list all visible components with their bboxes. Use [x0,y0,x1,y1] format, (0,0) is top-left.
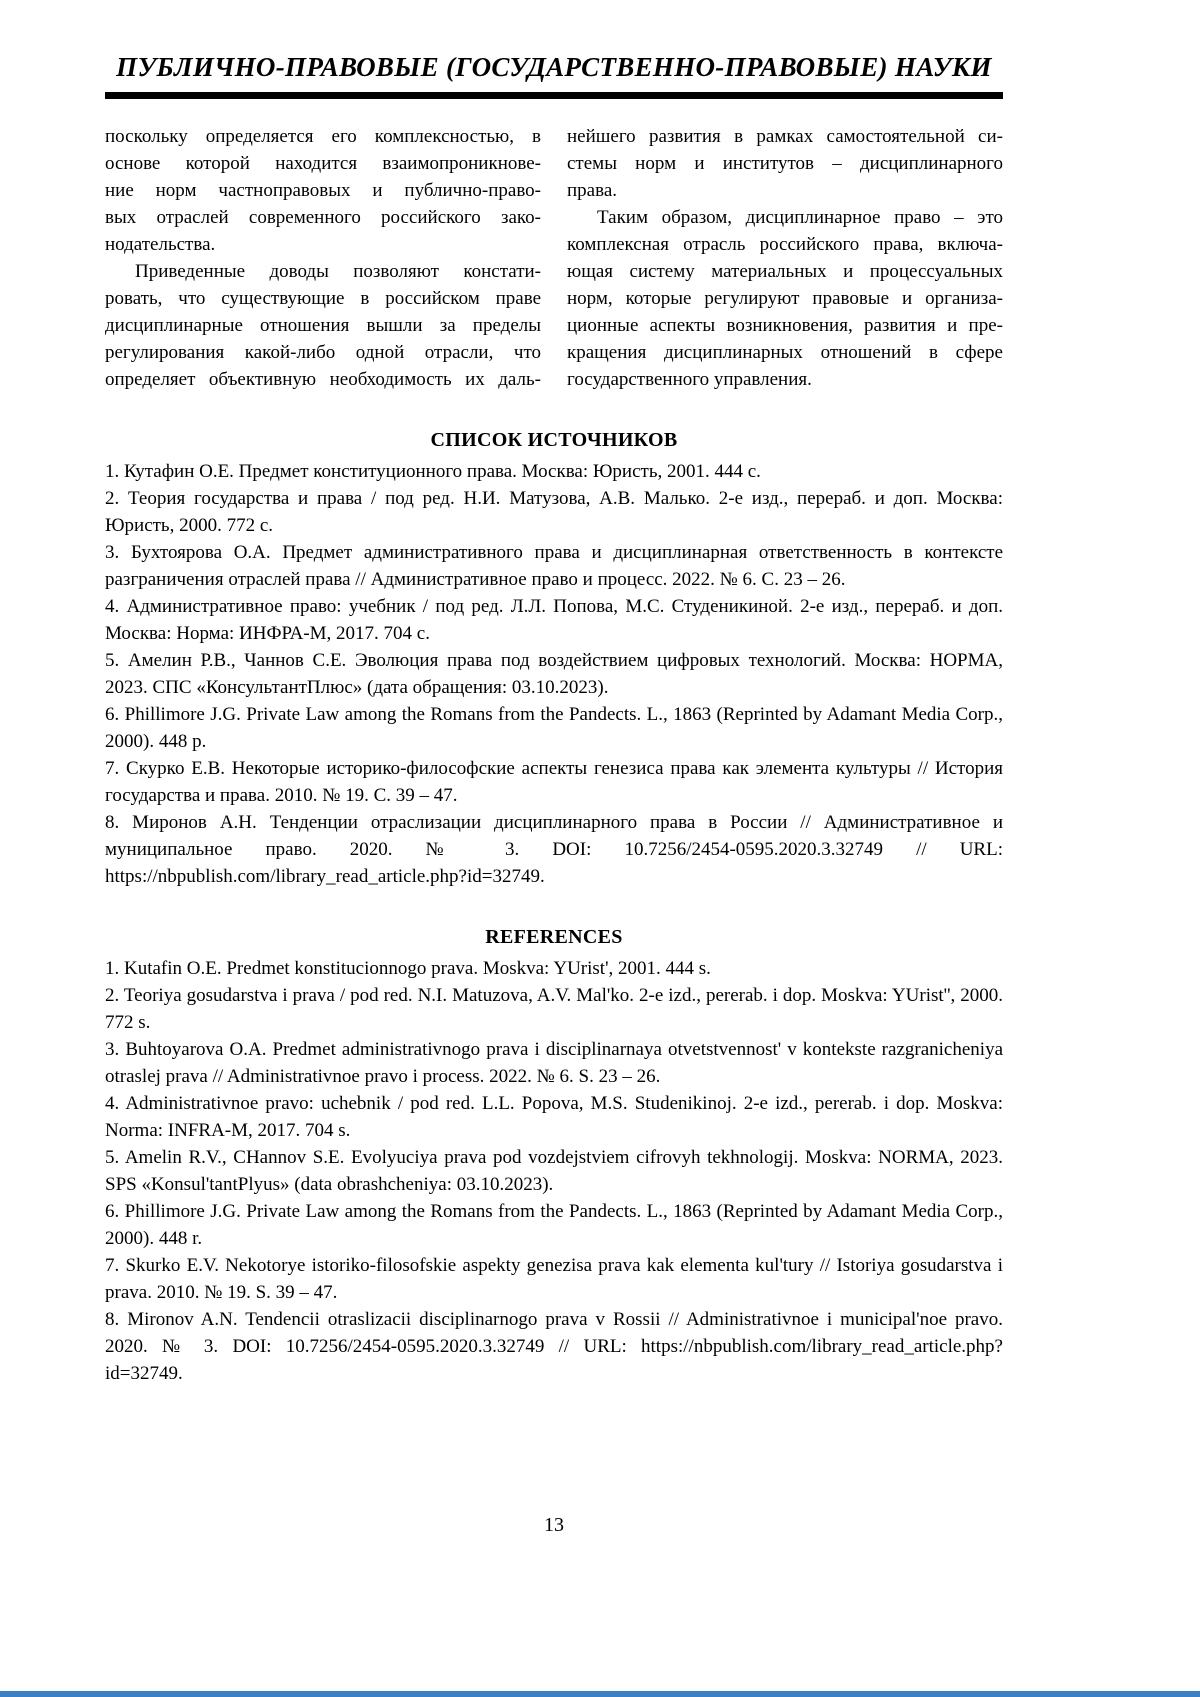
text-line: кращения дисциплинарных отношений в сфере [567,342,1003,363]
text-line: регулирования какой-либо одной отрасли, что [105,342,541,363]
source-item: 1. Кутафин О.Е. Предмет конституционного права. Москва: Юристь, 2001. 444 с. [105,461,761,482]
text-line: права. [567,180,618,201]
source-item: 8. Миронов А.Н. Тенденции отраслизации дисциплинарного права в России // Административное и муниципальное право. 2020. № 3. DOI: 10.7256/2454-0595.2020.3.32749 // URL: https://nbpublish.com/library_read_article.php?id=32749. [105,812,1003,887]
text-line: вых отраслей современного российского зако- [105,207,541,228]
source-item: 4. Административное право: учебник / под ред. Л.Л. Попова, М.С. Студеникиной. 2-е изд., перераб. и доп. Москва: Норма: ИНФРА-М, 2017. 704 с. [105,596,1003,644]
text-line: комплексная отрасль российского права, включа- [567,234,1003,255]
text-line: дисциплинарные отношения вышли за пределы [105,315,541,336]
page-header-title: ПУБЛИЧНО-ПРАВОВЫЕ (ГОСУДАРСТВЕННО-ПРАВОВЫЕ) НАУКИ [116,52,992,82]
text-line: стемы норм и институтов – дисциплинарного [567,153,1003,174]
text-line: нейшего развития в рамках самостоятельной си- [567,126,1003,147]
references-heading: REFERENCES [485,926,623,948]
reference-item: 4. Administrativnoe pravo: uchebnik / pod red. L.L. Popova, M.S. Studenikinoj. 2-e izd., pererab. i dop. Moskva: Norma: INFRA-M, 2017. 704 s. [105,1093,1003,1141]
source-item: 5. Амелин Р.В., Чаннов С.Е. Эволюция права под воздействием цифровых технологий. Москва: НОРМА, 2023. СПС «КонсультантПлюс» (дата обращения: 03.10.2023). [105,650,1003,698]
page-number: 13 [544,1514,564,1536]
text-line: ционные аспекты возникновения, развития и пре- [567,315,1003,336]
right-column [567,123,1003,393]
sources-heading: СПИСОК ИСТОЧНИКОВ [430,429,678,451]
left-column [105,123,541,393]
text-line: Приведенные доводы позволяют констати- [135,261,541,282]
text-line: Таким образом, дисциплинарное право – это [597,207,1003,228]
reference-item: 2. Teoriya gosudarstva i prava / pod red. N.I. Matuzova, A.V. Mal'ko. 2-e izd., pererab. i dop. Moskva: YUrist'', 2000. 772 s. [105,985,1003,1033]
reference-item: 6. Phillimore J.G. Private Law among the Romans from the Pandects. L., 1863 (Reprinted by Adamant Media Corp., 2000). 448 r. [105,1201,1003,1249]
page-header [105,52,1003,99]
body-columns [105,123,1003,393]
source-item: 2. Теория государства и права / под ред. Н.И. Матузова, А.В. Малько. 2-е изд., перераб. и доп. Москва: Юристь, 2000. 772 с. [105,488,1003,536]
source-item: 7. Скурко Е.В. Некоторые историко-философские аспекты генезиса права как элемента культуры // История государства и права. 2010. № 19. С. 39 – 47. [105,758,1003,806]
text-line: ние норм частноправовых и публично-право- [105,180,541,201]
bottom-edge-strip [0,1691,1200,1697]
reference-item: 3. Buhtoyarova O.A. Predmet administrativnogo prava i disciplinarnaya otvetstvennost' v kontekste razgranicheniya otraslej prava // Administrativnoe pravo i process. 2022. № 6. S. 23 – 26. [105,1039,1003,1087]
source-item: 6. Phillimore J.G. Private Law among the Romans from the Pandects. L., 1863 (Reprinted by Adamant Media Corp., 2000). 448 p. [105,704,1003,752]
text-line: основе которой находится взаимопроникнове- [105,153,541,174]
text-line: ющая систему материальных и процессуальных [567,261,1003,282]
text-line: норм, которые регулируют правовые и организа- [567,288,1003,309]
references-list [105,955,1003,1387]
text-line: ровать, что существующие в российском праве [105,288,541,309]
reference-item: 5. Amelin R.V., CHannov S.E. Evolyuciya prava pod vozdejstviem cifrovyh tekhnologij. Moskva: NORMA, 2023. SPS «Konsul'tantPlyus» (data obrashcheniya: 03.10.2023). [105,1147,1003,1195]
reference-item: 7. Skurko E.V. Nekotorye istoriko-filosofskie aspekty genezisa prava kak elementa kul'tury // Istoriya gosudarstva i prava. 2010. № 19. S. 39 – 47. [105,1255,1003,1303]
reference-item: 1. Kutafin O.E. Predmet konstitucionnogo prava. Moskva: YUrist', 2001. 444 s. [105,958,711,979]
text-line: определяет объективную необходимость их даль- [105,369,541,390]
text-line: нодательства. [105,234,216,255]
reference-item: 8. Mironov A.N. Tendencii otraslizacii disciplinarnogo prava v Rossii // Administrativnoe i municipal'noe pravo. 2020. № 3. DOI: 10.7256/2454-0595.2020.3.32749 // URL: https://nbpublish.com/library_read_article.php?id=32749. [105,1309,1003,1384]
sources-list [105,458,1003,890]
text-line: государственного управления. [567,369,812,390]
header-rule [105,92,1003,99]
source-item: 3. Бухтоярова О.А. Предмет административного права и дисциплинарная ответственность в контексте разграничения отраслей права // Административное право и процесс. 2022. № 6. С. 23 – 26. [105,542,1003,590]
text-line: поскольку определяется его комплексностью, в [105,126,541,147]
